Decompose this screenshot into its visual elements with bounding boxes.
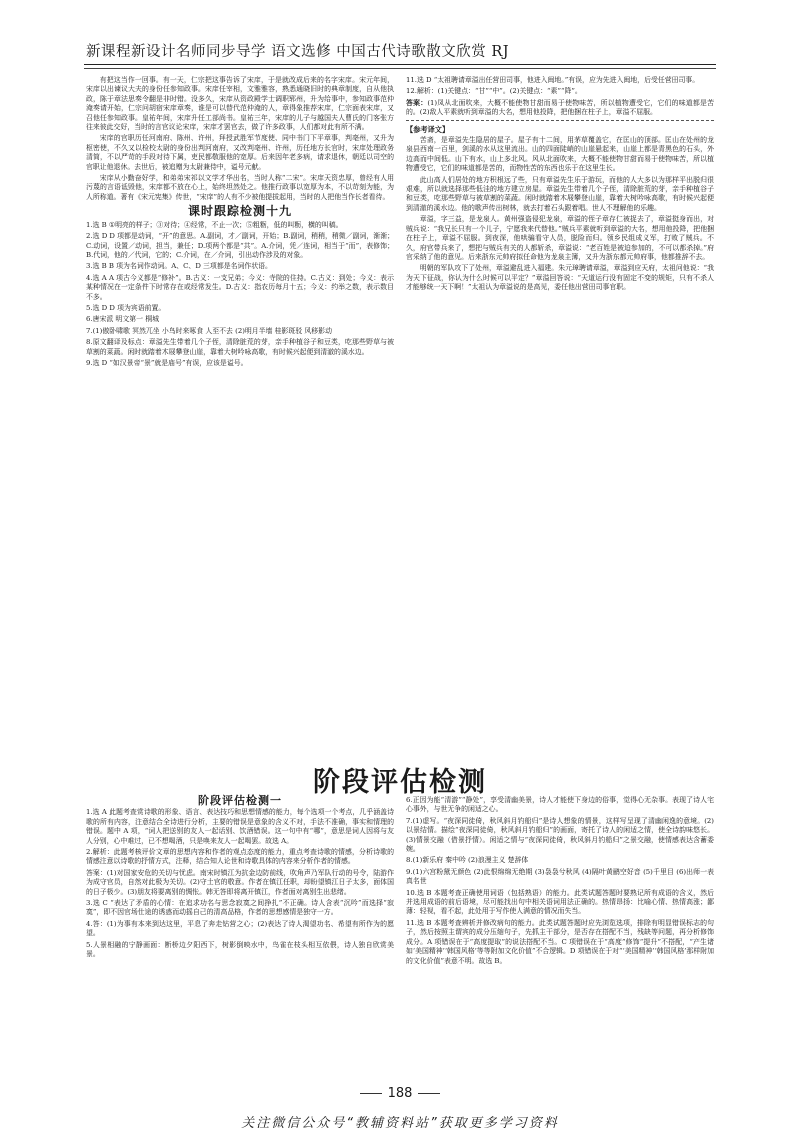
answer-item: 6.唐宋派 明文第一 桐城: [86, 315, 159, 324]
answer-item: 2.选 D D 项都是动词，“开”的意思。A.副词，才／副词，开始；B.副词，稍稍，稍微／副词，渐渐；C.动词，设置／动词，担当，兼任；D.项两个都是“共”。A.介词，凭／连词，相当于“而”，表修饰；B.代词，他的／代词，它的；C.介词，在／介词，引出动作涉及的对象。: [86, 232, 394, 259]
right-column-bottom: [406, 796, 714, 968]
answer-item: 5.人景相融的宁静画面：断桥边夕阳西下，树影倒映水中，鸟雀在枝头相互依偎，诗人独自欣赏美景。: [86, 940, 394, 959]
answer-text: (1)凤从北面吹来，大概不能使物甘甜而易于使物味苦，所以植物遭受它，它们的味道都是苦的。(2)敌人平素就听到章溢的大名，想用他投降，把他捆在柱子上，章溢不屈服。: [406, 98, 715, 117]
answer-item: 2.解析：此题考核评价文章的思想内容和作者的观点态度的能力，重点考查诗歌的情感，分析诗歌的情感注意以诗歌的抒情方式，注释，结合知人论世和诗歌具体的内容来分析作者的情感。: [86, 848, 394, 866]
answer-block: [406, 99, 714, 118]
answer-item: 1.选 A 此题考查赏诗歌的形象、语言、表达技巧和思想情感的能力，每个选项一个考点，几乎涵盖诗歌的所有内容，注意结合全诗进行分析，主要的错误是意象的含义不对，手法不准确，事实和情理的错误。题中 A 项，“词人把送别的友人一起话别、饮酒错误。这一句中有“哪”，意思是词人因将与友人分别，心中难过，已不想喝酒，只是唤来友人一起喝罢。故选 A。: [86, 808, 394, 845]
right-column-top: [406, 76, 714, 295]
page-header: 新课程新设计名师同步导学 语文选修 中国古代诗歌散文欣赏 RJ: [86, 44, 510, 60]
answer-item: 8.(1)新乐府 秦中吟 (2)浪漫主义 楚辞体: [406, 856, 529, 865]
translation-paragraph: 宋庠的官职历任河南府、陈州、许州，拜授武胜军节度使、同中书门下平章事，判亳州，又升为枢密使，不久又以检校太尉的身份出判河南府，又改判亳州、许州，历任地方长官时，宋庠处理政务清简，不以严苛的手段对待下属，吏民都敬服他的宽厚。后来因年老多病，请求退休，朝廷以司空的官职让他退休。去世后，被追赠为太尉兼侍中，谥号元献。: [86, 134, 394, 171]
stage-assessment-title: 阶段评估检测: [313, 767, 487, 798]
translation-paragraph: 宋庠从小勤奋好学，和弟弟宋祁以文学才华出名，当时人称“二宋”。宋庠天资忠厚，曾经有人用污蔑的言语诋毁他，宋庠都不放在心上，始终坦然处之。他推行政事以宽厚为本，不以苛刻为能，为人所称道。著有《宋元宪集》传世，“宋庠”的人有不少被他提拔起用，当时的人把他当作长者看待。: [86, 174, 394, 201]
reference-paragraph: 苦斋，是章溢先生隐居的屋子。屋子有十二间，用茅草覆盖它，在匡山的顶部。匡山在处州的龙泉县西南一百里，剑溪的水从这里流出。山的四面陡峭的山崖悬起来，山崖上都是青黑色的石头，外边高而中间低。山下有水，山上多北风。风从北面吹来，大概不能使物甘甜而易于使物味苦，所以植物遭受它，它们的味道都是苦的，而物性苦的东西也乐于在这里生长。: [406, 136, 714, 173]
page-number: 188: [340, 1086, 460, 1101]
answer-item: 5.选 D D 项为宾语前置。: [86, 303, 166, 312]
reference-paragraph: 此山高人们居处的地方积根远了些，只有章溢先生乐于游玩，而他的人大多以为那样平出脱归很艰难，所以就选择那些低洼的地方建立房屋。章溢先生带着几个子侄，清除脏荒的芽，亲手种植谷子和豆类，吃那些野草与被草割的菜蔬。闲时就踏着木屐攀登山崖，靠着大树吟咏高歌，有时候兴起便到清澈的溪水边。他的歌声传出树林，就去打着石头跟着唱。世人不理解他的乐趣。: [406, 175, 714, 212]
answer-item: 10.选 B 本题考查正确使用词语（包括熟语）的能力。此类试题答题时要熟记所有成语的含义，然后并选用成语的前后语境，尽可能找出句中相关语词用法正确的。热情昂扬：比喻心情、热情高涨；鄙薄：轻视，看不起，此处用于写作使人满意的情况而失当。: [406, 888, 714, 916]
answer-item: 9.选 D “如汉景帝“景”就是庙号”有误，应该是谥号。: [86, 358, 248, 367]
reference-paragraph: 明朝的军队攻下了处州，章溢避乱进入福建。朱元璋聘请章溢，章溢到应天府，太祖问他说：“我为天下征战，你认为什么时候可以平定？”章溢回答说：“天道运行没有固定不变的规矩，只有不杀人才能够统一天下啊！”太祖认为章溢说的是高见，委任他出营田司事官职。: [406, 264, 714, 292]
answer-label: 答案：: [406, 98, 428, 107]
section-title: 课时跟踪检测十九: [187, 204, 292, 219]
answer-item: 7.(1)虚写。“夜深同徒倚，秋风斜月钓船归”是诗人想象的情景，这样写呈现了清幽闲逸的意境。(2)以景结情。描绘“夜深同徒倚，秋风斜月钓船归”的画面，寄托了诗人的闲适之情，使全诗韵味悠长。(3)情景交融（借景抒情）。闲适之情与“夜深同徒倚，秋风斜月钓船归”之景交融，使情感表达含蓄委婉。: [406, 816, 714, 854]
answer-item: 8.原文翻译及标点：章溢先生带着几个子侄，清除脏荒的芽，亲手种植谷子和豆类，吃那些野草与被草割的菜蔬。闲时就踏着木屐攀登山崖，靠着大树吟咏高歌，有时候兴起便到清澈的溪水边。: [86, 338, 394, 356]
answer-item: 6.正因为能“清游”“静处”，享受清幽美景，诗人才能使下身边的俗事，觉得心无杂事。表现了诗人宅心事外，与世无争的闲适之心。: [406, 796, 714, 814]
reference-translation-title: 【参考译文】: [406, 124, 450, 134]
answer-item: 3.选 B B 项为名词作动词。A、C、D 三项都是名词作状语。: [86, 262, 272, 271]
left-column-top: [86, 76, 394, 370]
sub-section-title: 阶段评估检测一: [198, 794, 282, 807]
answer-item: 4.答：(1)为事有本来到达这里，平息了奔走钻营之心；(2)表达了诗人渴望功名、希望有所作为的愿望。: [86, 919, 394, 938]
translation-paragraph: 有把这当作一回事。有一天，仁宗把这事告诉了宋庠，于是就改成后来的名字宋庠。宋元年间，宋庠以出谏议大夫的身份任参知政事。宋庠任宰相，文雅雅容，熟悉通晓旧时的典章制度，自从他执政，陈于章法思奏令翻是非时错。没多久，宋庠从资政殿学士调职郓州，升为给事中，参知政事范仲淹奏请开始，仁宗问胡宿宋庠章奏，谁是可以替代范仲淹的人，章得象推荐宋庠，仁宗面表宋庠，又召他任参知政事。皇祐年间，宋庠升任工部尚书。皇祐三年，宋庠的儿子与越国夫人曹氏的门客张方往来彼此交好，当时的言官议论宋庠，宋庠才罢官去，做了许多政事，人们都对此有所不满。: [86, 76, 394, 132]
header-rule-thin: [84, 68, 716, 69]
answer-item: 答案：(1)对国家安危的关切与忧虑。南宋时镇江为抗金边防前线，吹角声乃军队行动的号令，陆游作为成守官员，自然对此极为关切。(2)守土官的敬意。作者在镇江任职，却盼望镇江日子太多，面体国的日子极少。(3)朋友将要离别的惆怅。韩无答即将离开镇江，作者面对离别生出悲绪。: [86, 868, 394, 896]
answer-item: 4.选 A A 项古今义都是“修补”。B.古义：一支兄弟；今义：寺院的住持。C.古义：到处；今义：表示某种情况在一定条件下时常存在或经常发生。D.古义：指农历每月十五；今义：约举之数，表示数目不多。: [86, 273, 394, 301]
answer-item: 9.(1)六宫粉黛无颜色 (2)此恨绵绵无绝期 (3)袅袅兮秋风 (4)隔叶黄鹂空好音 (5)千里目 (6)出师一表真名世: [406, 867, 714, 886]
footer-note: 关注微信公众号“教辅资料站”获取更多学习资料: [241, 1116, 559, 1131]
answer-item: 11.选 B 本题考查辨析并修改病句的能力。此类试题答题时应先浏览选项，排除有明显错误标志的句子，然后按照主谓宾的成分压缩句子，先抓主干部分，是否存在搭配不当，残缺等问题，再分析修饰成分。A 项错误在于“高度提取”的说法搭配不当。C 项错误在于“高度”修饰“提升”不搭配，“产生诸如‘美国精神’‘韩国风格’等等附加文化价值”不合逻辑。D 项错误在于对“‘美国精神’‘韩国风格’那样附加的文化价值”表意不明。故选 B。: [406, 918, 714, 965]
left-column-bottom: [86, 796, 394, 962]
answer-item: 7.(1)傲卧啸歌 冥然兀坐 小鸟时来啄食 人至不去 (2)明月半墙 桂影斑驳 风移影动: [86, 326, 332, 335]
answer-item: 11.选 D “太祖聘请章溢出任营田司事，他进入闽地。”有误，应为先进入闽地，后受任营田司事。: [406, 76, 700, 84]
header-rule: [84, 64, 716, 65]
answer-item: 1.选 B ①明亮的样子；③对待；④经常，不止一次；⑤粗粝，低的叫粝，横的叫稿。: [86, 220, 343, 229]
divider: [406, 120, 714, 121]
reference-paragraph: 章溢，字三益，是龙泉人。黄州强盗侵犯龙泉，章溢的侄子章存仁被捉去了，章溢挺身而出，对贼兵说：“我兄长只有一个儿子，宁愿我来代替他。”贼兵平素就听到章溢的大名，想用他投降，把他捆在柱子上，章溢不屈服。到夜深，他哄骗看守人员，脱险而归。领乡民组成义军，打败了贼兵。不久，府官带兵来了，想把与贼兵有关的人都斩杀，章溢说：“老百姓是被迫参加的，不可以都杀掉。”府官采纳了他的意见。后来浙东元帅府拟任命他为龙泉主簿，又升为浙东都元帅府事，他都推辞不去。: [406, 215, 714, 261]
answer-item: 3.选 C “表达了矛盾的心情：在追求功名与思念寂寞之间挣扎”不正确。诗人含表“沉吟”而选择“寂寞”，即不因官场仕途的诱惑而动摇自己的清高品格，作者的思想感情是独守一方。: [86, 899, 394, 917]
answer-item: 12.解析：(1)关键点：“甘”“中”。(2)关键点：“素”“降”。: [406, 87, 582, 96]
